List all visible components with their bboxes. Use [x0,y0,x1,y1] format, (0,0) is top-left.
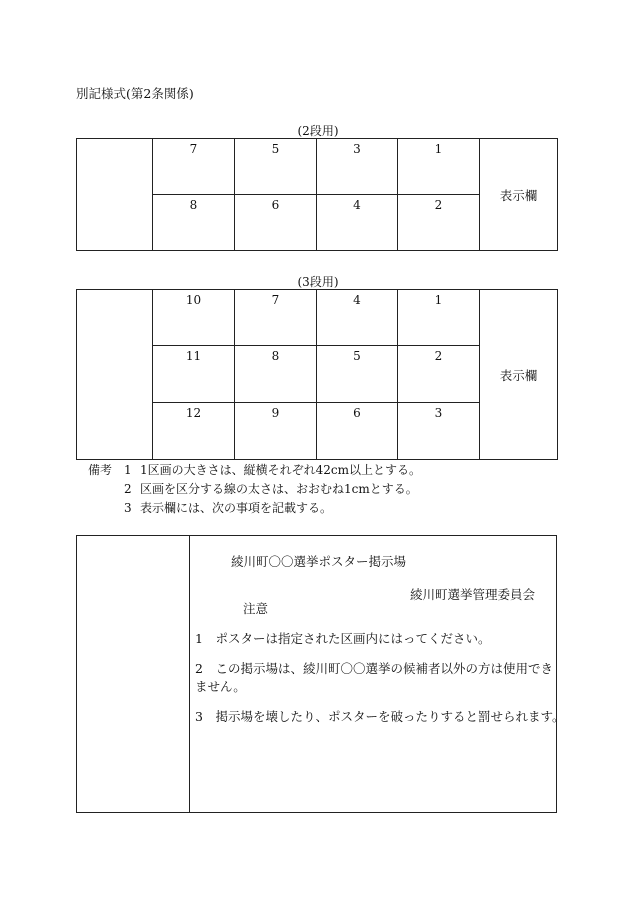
remark-number: 2 [124,482,132,496]
display-board-sample [76,535,565,813]
display-column: 表示欄 [480,139,558,251]
remark-text: 区画を区分する線の太さは、おおむね1cmとする。 [140,482,418,496]
board-committee: 綾川町選挙管理委員会 [410,587,536,602]
section-cell: 1 [398,139,480,195]
section-cell: 7 [235,290,317,346]
board-item: 2 この掲示場は、綾川町〇〇選挙の候補者以外の方は使用できません。 [195,661,553,694]
display-column: 表示欄 [480,290,558,460]
blank-cell [77,290,153,460]
blank-cell [77,139,153,251]
section-cell: 6 [235,195,317,251]
remark-row [88,480,421,499]
remarks-label: 備考 [88,463,113,477]
table-3-caption: (3段用) [297,275,339,289]
section-cell: 7 [153,139,235,195]
section-cell: 3 [398,403,480,460]
section-cell: 11 [153,346,235,403]
remarks [88,461,421,518]
poster-grid-2-rows [76,138,558,251]
board-divider [189,536,190,812]
section-cell: 2 [398,195,480,251]
section-cell: 2 [398,346,480,403]
remark-row [88,499,421,518]
section-cell: 5 [235,139,317,195]
section-cell: 4 [317,195,398,251]
remark-number: 3 [124,501,132,515]
section-cell: 10 [153,290,235,346]
section-cell: 12 [153,403,235,460]
section-cell: 5 [317,346,398,403]
board-caution: 注意 [243,601,269,616]
section-cell: 4 [317,290,398,346]
section-cell: 9 [235,403,317,460]
table-2-caption: (2段用) [297,124,339,138]
board-item: 3 掲示場を壊したり、ポスターを破ったりすると罰せられます。 [195,709,565,724]
form-heading: 別記様式(第2条関係) [76,86,194,101]
poster-grid-3-rows [76,289,558,460]
remark-row [88,461,421,480]
section-cell: 8 [235,346,317,403]
board-item: 1 ポスターは指定された区画内にはってください。 [195,631,491,646]
section-cell: 1 [398,290,480,346]
remark-text: 表示欄には、次の事項を記載する。 [140,501,333,515]
section-cell: 6 [317,403,398,460]
section-cell: 8 [153,195,235,251]
remark-text: 1区画の大きさは、縦横それぞれ42cm以上とする。 [140,463,422,477]
section-cell: 3 [317,139,398,195]
remark-number: 1 [124,463,132,477]
board-title: 綾川町〇〇選挙ポスター掲示場 [231,554,407,569]
